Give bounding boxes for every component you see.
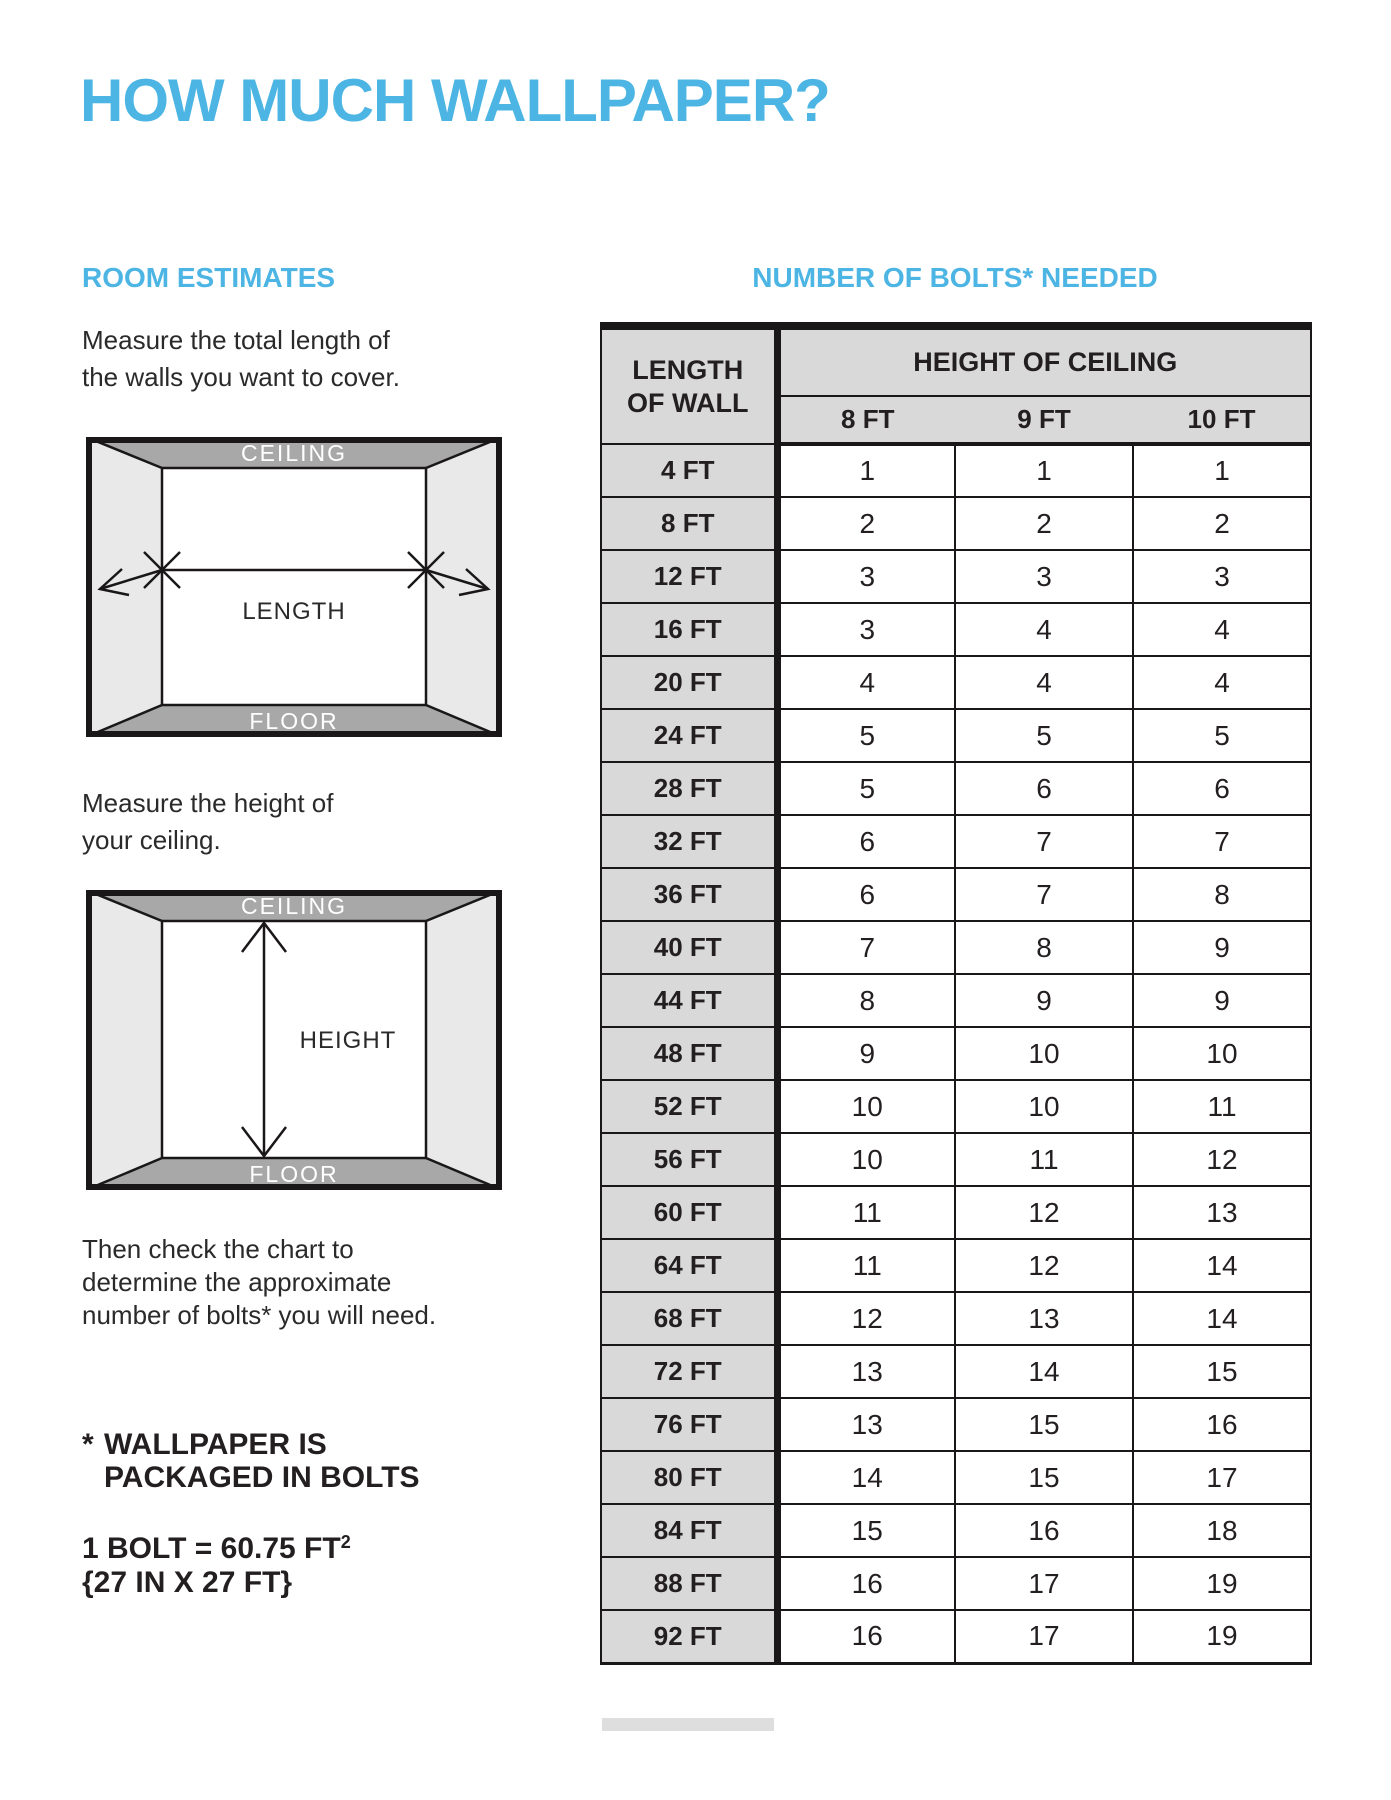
bolt-count-cell: 9	[955, 974, 1133, 1027]
instruction-check-chart	[82, 1233, 436, 1332]
bolt-count-cell: 4	[1133, 603, 1311, 656]
row-label-wall-length: 76 FT	[601, 1398, 777, 1451]
bolt-count-cell: 10	[955, 1080, 1133, 1133]
table-row	[601, 1345, 1311, 1398]
bolt-count-cell: 14	[777, 1451, 955, 1504]
bolts-needed-heading: NUMBER OF BOLTS* NEEDED	[752, 262, 1158, 293]
row-label-wall-length: 68 FT	[601, 1292, 777, 1345]
row-label-wall-length: 52 FT	[601, 1080, 777, 1133]
row-label-wall-length: 24 FT	[601, 709, 777, 762]
col-header-length-of-wall: LENGTH OF WALL	[601, 326, 777, 444]
footnote-line: WALLPAPER IS	[104, 1428, 327, 1461]
bolt-count-cell: 3	[1133, 550, 1311, 603]
bolt-count-cell: 9	[1133, 921, 1311, 974]
bolt-count-cell: 6	[777, 868, 955, 921]
floor-label: FLOOR	[249, 708, 339, 734]
row-label-wall-length: 4 FT	[601, 444, 777, 497]
bolt-count-cell: 3	[955, 550, 1133, 603]
table-row	[601, 709, 1311, 762]
instruction-line: your ceiling.	[82, 825, 221, 855]
bolt-count-cell: 13	[777, 1398, 955, 1451]
bolt-count-cell: 17	[955, 1557, 1133, 1610]
page-title: HOW MUCH WALLPAPER?	[80, 67, 830, 134]
bolt-table-body	[601, 444, 1311, 1663]
table-row	[601, 1133, 1311, 1186]
bolt-count-cell: 4	[955, 603, 1133, 656]
bolt-count-cell: 4	[955, 656, 1133, 709]
row-label-wall-length: 36 FT	[601, 868, 777, 921]
right-wall-surface	[426, 437, 502, 737]
bolt-count-cell: 9	[1133, 974, 1311, 1027]
table-header-row-1	[601, 326, 1311, 396]
bolt-count-cell: 14	[1133, 1239, 1311, 1292]
col-header-8ft: 8 FT	[777, 396, 955, 444]
bolt-count-cell: 7	[1133, 815, 1311, 868]
bolt-count-cell: 17	[955, 1610, 1133, 1663]
bolt-count-cell: 19	[1133, 1610, 1311, 1663]
table-row	[601, 550, 1311, 603]
row-label-wall-length: 56 FT	[601, 1133, 777, 1186]
bolt-count-cell: 11	[955, 1133, 1133, 1186]
bolt-count-cell: 15	[1133, 1345, 1311, 1398]
instruction-line: the walls you want to cover.	[82, 362, 400, 392]
ceiling-label: CEILING	[240, 893, 348, 919]
room-diagram-height	[86, 890, 502, 1190]
bolt-count-cell: 17	[1133, 1451, 1311, 1504]
col-header-10ft: 10 FT	[1133, 396, 1311, 444]
footnote-text	[104, 1428, 420, 1494]
bolt-count-cell: 5	[1133, 709, 1311, 762]
table-row	[601, 656, 1311, 709]
row-label-wall-length: 60 FT	[601, 1186, 777, 1239]
table-row	[601, 762, 1311, 815]
room-perspective-drawing	[86, 890, 502, 1190]
left-wall-surface	[86, 437, 162, 737]
bolt-count-cell: 1	[777, 444, 955, 497]
row-label-wall-length: 88 FT	[601, 1557, 777, 1610]
bolt-count-cell: 2	[955, 497, 1133, 550]
ceiling-label: CEILING	[240, 440, 348, 466]
table-row	[601, 1610, 1311, 1663]
bolt-count-cell: 7	[777, 921, 955, 974]
back-wall-surface	[162, 468, 426, 705]
table-row	[601, 921, 1311, 974]
bolt-count-cell: 11	[777, 1239, 955, 1292]
instruction-line: Measure the total length of	[82, 325, 390, 355]
bolt-count-cell: 10	[1133, 1027, 1311, 1080]
bolt-count-cell: 10	[955, 1027, 1133, 1080]
footnote-line: PACKAGED IN BOLTS	[104, 1461, 420, 1494]
bolts-needed-table	[600, 322, 1312, 1665]
bolt-count-cell: 12	[777, 1292, 955, 1345]
instruction-line: number of bolts* you will need.	[82, 1300, 437, 1330]
bolt-count-cell: 8	[777, 974, 955, 1027]
table-row	[601, 1398, 1311, 1451]
row-label-wall-length: 8 FT	[601, 497, 777, 550]
table-row	[601, 868, 1311, 921]
table-row	[601, 815, 1311, 868]
instruction-line: determine the approximate	[82, 1267, 392, 1297]
bolt-count-cell: 8	[955, 921, 1133, 974]
row-label-wall-length: 44 FT	[601, 974, 777, 1027]
asterisk: *	[82, 1428, 94, 1461]
bolt-count-cell: 8	[1133, 868, 1311, 921]
instruction-line: Measure the height of	[82, 788, 334, 818]
table-footer-gray-strip	[602, 1718, 774, 1731]
bolt-count-cell: 5	[777, 762, 955, 815]
length-label: LENGTH	[242, 598, 346, 625]
bolt-count-cell: 6	[777, 815, 955, 868]
bolt-count-cell: 16	[1133, 1398, 1311, 1451]
height-label: HEIGHT	[299, 1027, 397, 1054]
bolt-count-cell: 10	[777, 1080, 955, 1133]
floor-label: FLOOR	[249, 1161, 339, 1187]
bolt-count-cell: 2	[1133, 497, 1311, 550]
table-row	[601, 1080, 1311, 1133]
bolt-count-cell: 15	[777, 1504, 955, 1557]
row-label-wall-length: 16 FT	[601, 603, 777, 656]
bolt-count-cell: 1	[1133, 444, 1311, 497]
table-row	[601, 497, 1311, 550]
table-row	[601, 444, 1311, 497]
bolt-count-cell: 3	[777, 603, 955, 656]
bolt-count-cell: 4	[777, 656, 955, 709]
left-wall-surface	[86, 890, 162, 1190]
bolt-count-cell: 18	[1133, 1504, 1311, 1557]
bolt-count-cell: 4	[1133, 656, 1311, 709]
bolt-count-cell: 3	[777, 550, 955, 603]
room-estimates-heading: ROOM ESTIMATES	[82, 262, 336, 293]
row-label-wall-length: 64 FT	[601, 1239, 777, 1292]
table-row	[601, 1557, 1311, 1610]
col-header-9ft: 9 FT	[955, 396, 1133, 444]
row-label-wall-length: 84 FT	[601, 1504, 777, 1557]
bolt-count-cell: 5	[777, 709, 955, 762]
bolt-count-cell: 7	[955, 868, 1133, 921]
bolt-count-cell: 10	[777, 1133, 955, 1186]
table-row	[601, 1027, 1311, 1080]
bolt-count-cell: 13	[955, 1292, 1133, 1345]
bolt-count-cell: 6	[1133, 762, 1311, 815]
bolt-equation: 1 BOLT = 60.75 $FT^2$	[82, 1532, 351, 1565]
row-label-wall-length: 72 FT	[601, 1345, 777, 1398]
table-row	[601, 1504, 1311, 1557]
bolt-count-cell: 15	[955, 1451, 1133, 1504]
bolt-dimensions: {27 IN X 27 FT}	[82, 1566, 293, 1599]
row-label-wall-length: 32 FT	[601, 815, 777, 868]
room-diagram-length	[86, 437, 502, 737]
bolt-count-cell: 16	[777, 1557, 955, 1610]
bolt-count-cell: 14	[1133, 1292, 1311, 1345]
bolt-count-cell: 12	[955, 1186, 1133, 1239]
table-row	[601, 1451, 1311, 1504]
bolt-count-cell: 11	[777, 1186, 955, 1239]
instruction-measure-length	[82, 322, 400, 396]
bolt-count-cell: 13	[777, 1345, 955, 1398]
bolt-count-cell: 15	[955, 1398, 1133, 1451]
bolt-count-cell: 12	[955, 1239, 1133, 1292]
group-header-height-of-ceiling: HEIGHT OF CEILING	[777, 326, 1311, 396]
right-wall-surface	[426, 890, 502, 1190]
squared-exponent: 2	[340, 1532, 351, 1552]
instruction-measure-height	[82, 785, 334, 859]
bolt-count-cell: 9	[777, 1027, 955, 1080]
row-label-wall-length: 12 FT	[601, 550, 777, 603]
bolt-count-cell: 16	[955, 1504, 1133, 1557]
instruction-line: Then check the chart to	[82, 1234, 354, 1264]
table-row	[601, 603, 1311, 656]
bolt-count-cell: 7	[955, 815, 1133, 868]
row-label-wall-length: 48 FT	[601, 1027, 777, 1080]
bolt-count-cell: 11	[1133, 1080, 1311, 1133]
bolt-count-cell: 14	[955, 1345, 1133, 1398]
table-row	[601, 1292, 1311, 1345]
bolt-count-cell: 16	[777, 1610, 955, 1663]
room-perspective-drawing	[86, 437, 502, 737]
bolt-count-cell: 12	[1133, 1133, 1311, 1186]
row-label-wall-length: 80 FT	[601, 1451, 777, 1504]
row-label-wall-length: 92 FT	[601, 1610, 777, 1663]
bolt-size-info	[82, 1525, 351, 1600]
wallpaper-bolts-footnote	[82, 1428, 420, 1494]
table-row	[601, 1239, 1311, 1292]
bolt-count-cell: 5	[955, 709, 1133, 762]
bolt-count-cell: 2	[777, 497, 955, 550]
bolt-count-cell: 13	[1133, 1186, 1311, 1239]
bolt-count-cell: 1	[955, 444, 1133, 497]
bolt-count-cell: 19	[1133, 1557, 1311, 1610]
row-label-wall-length: 40 FT	[601, 921, 777, 974]
row-label-wall-length: 20 FT	[601, 656, 777, 709]
table-row	[601, 974, 1311, 1027]
bolt-count-cell: 6	[955, 762, 1133, 815]
table-row	[601, 1186, 1311, 1239]
row-label-wall-length: 28 FT	[601, 762, 777, 815]
